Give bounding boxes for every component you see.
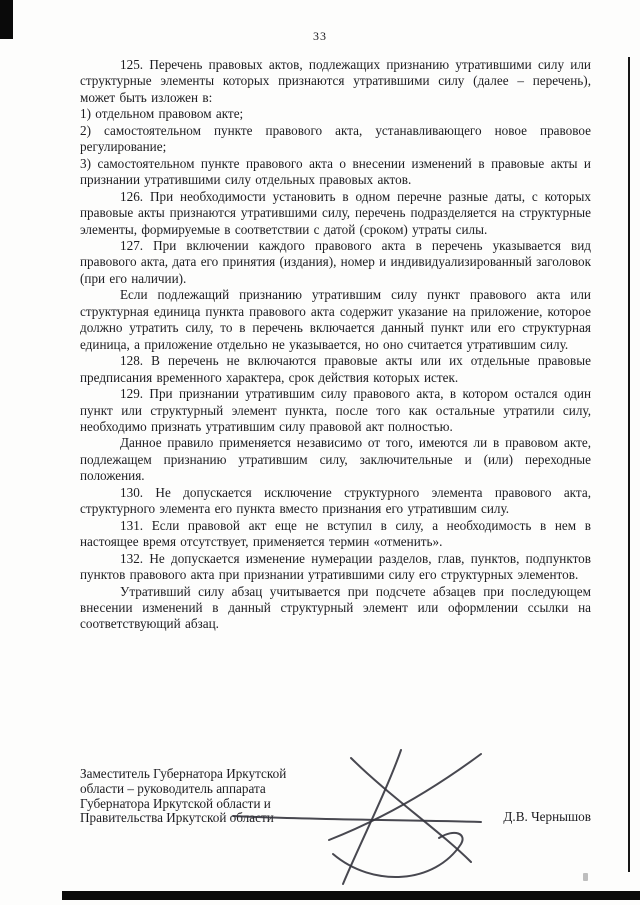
list-item-1: 1) отдельном правовом акте; <box>80 106 244 122</box>
list-item-3: 3) самостоятельном пункте правового акта о внесении изменений в правовые акты и признании утратившими силу отдельных правовых актов. <box>80 155 591 188</box>
paragraph-126: 126. При необходимости установить в одном перечне разные даты, с которых правовые акты признаются утратившими силу, перечень подразделяется на структурные элементы, формируемые в соответствии с датой (сроком) утраты силы. <box>80 188 591 237</box>
signatory-title-line: Правительства Иркутской области <box>80 810 274 826</box>
signatory-title-line: Заместитель Губернатора Иркутской <box>80 766 287 781</box>
signature-block <box>80 767 591 826</box>
scan-artifact-top-left <box>0 0 13 39</box>
signatory-title-line: Губернатора Иркутской области и <box>80 795 271 811</box>
scan-artifact-smudge <box>583 873 588 881</box>
paragraph-127: 127. При включении каждого правового акта в перечень указывается вид правового акта, дата его принятия (издания), номер и индивидуализированный заголовок (при его наличии). <box>80 237 591 286</box>
scan-artifact-bottom-bar <box>62 891 640 900</box>
scan-artifact-right-edge <box>628 57 630 872</box>
paragraph-132-continued: Утративший силу абзац учитывается при подсчете абзацев при последующем внесении изменений в данный структурный элемент или оформлении ссылки на соответствующий абзац. <box>80 583 591 632</box>
document-body <box>80 57 591 633</box>
list-item-2: 2) самостоятельном пункте правового акта, устанавливающего новое правовое регулирование; <box>80 122 591 155</box>
signatory-name: Д.В. Чернышов <box>503 809 591 825</box>
paragraph-130: 130. Не допускается исключение структурного элемента правового акта, структурного элемента его пункта вместо признания его утратившим силу. <box>80 484 591 517</box>
paragraph-127-continued: Если подлежащий признанию утратившим силу пункт правового акта или структурная единица пункта правового акта содержит указание на приложение, которое должно утратить силу, то в перечень включается данный пункт или его структурная единица, а приложение отдельно не указывается, но оно считается утратившим силу. <box>80 287 591 352</box>
paragraph-131: 131. Если правовой акт еще не вступил в силу, а необходимость в нем в настоящее время отсутствует, применяется термин «отменить». <box>80 517 591 550</box>
paragraph-128: 128. В перечень не включаются правовые акты или их отдельные правовые предписания временного характера, срок действия которых истек. <box>80 353 591 385</box>
signatory-title-line: области – руководитель аппарата <box>80 780 266 796</box>
paragraph-129-continued: Данное правило применяется независимо от того, имеются ли в правовом акте, подлежащем признанию утратившим силу, заключительные и (или) переходные положения. <box>80 435 591 484</box>
paragraph-132: 132. Не допускается изменение нумерации разделов, глав, пунктов, подпунктов пунктов правового акта при признании утратившими силу его структурных элементов. <box>80 550 591 583</box>
paragraph-125: 125. Перечень правовых актов, подлежащих признанию утратившими силу или структурные элементы которых признаются утратившими силу (далее – перечень), может быть изложен в: <box>80 57 591 105</box>
page-number: 33 <box>313 29 327 43</box>
paragraph-129: 129. При признании утратившим силу правового акта, в котором остался один пункт или структурный элемент пункта, после того как остальные утратили силу, необходимо признать утратившим силу правовой акт полностью. <box>80 386 591 434</box>
signatory-title <box>80 767 350 826</box>
